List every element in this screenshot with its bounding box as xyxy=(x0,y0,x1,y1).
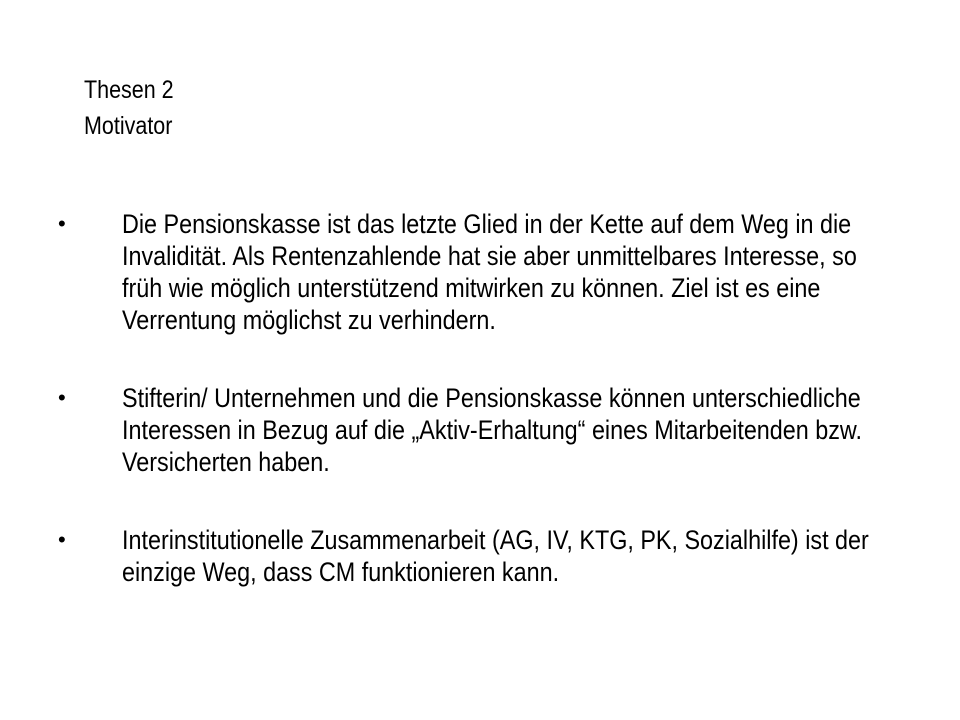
title-line-1: Thesen 2 xyxy=(84,76,174,104)
bullet-item-1 xyxy=(58,208,958,336)
bullet-text-1: Die Pensionskasse ist das letzte Glied in der Kette auf dem Weg in die Invalidität. Als Rentenzahlende hat sie aber unmittelbares Interesse, so früh wie möglich unterstützend mitwirken zu können. Ziel ist es eine Verrentung möglichst zu verhindern. xyxy=(122,209,857,335)
bullet-list xyxy=(58,208,958,634)
bullet-icon: • xyxy=(58,527,66,552)
bullet-text-2: Stifterin/ Unternehmen und die Pensionskasse können unterschiedliche Interessen in Bezug auf die „Aktiv-Erhaltung“ eines Mitarbeitenden bzw. Versicherten haben. xyxy=(122,383,862,477)
bullet-item-2 xyxy=(58,382,958,478)
slide-title xyxy=(84,72,174,144)
bullet-icon: • xyxy=(58,385,66,410)
title-line-2: Motivator xyxy=(84,112,173,140)
bullet-text-3: Interinstitutionelle Zusammenarbeit (AG, IV, KTG, PK, Sozialhilfe) ist der einzige Weg, dass CM funktionieren kann. xyxy=(122,525,869,587)
bullet-item-3 xyxy=(58,524,958,588)
bullet-icon: • xyxy=(58,211,66,236)
